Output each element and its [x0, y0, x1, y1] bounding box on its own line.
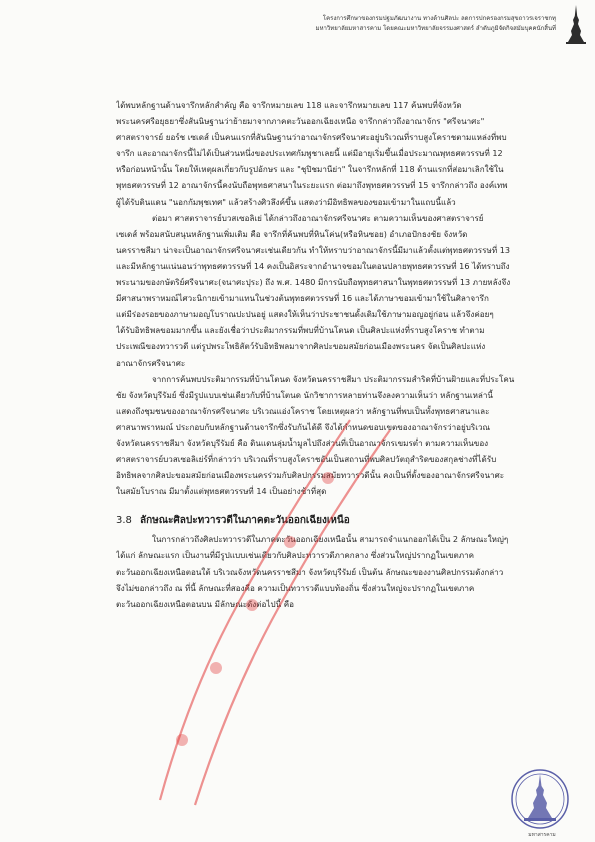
- text-line: พระนามของกษัตริย์ศรีจนาศะ(จนาศะปุระ) ถึง พ.ศ. 1480 มีการนับถือพุทธศาสนาในพุทธศตวรรษที่ 13 ภายหลังจึง: [116, 277, 511, 288]
- text-line: ได้พบหลักฐานด้านจารึกหลักสำคัญ คือ จารึกหมายเลข 118 และจารึกหมายเลข 117 ค้นพบที่จังหวัด: [116, 100, 462, 110]
- header-line-1: โครงการศึกษาของกรมปฐมภัฒนางาน ทางด้านศิลปะ ลดการปกครองกรมสุขถาวรเจราชกทุ: [322, 15, 556, 22]
- emblem-caption: มหาสารคาม: [528, 832, 556, 838]
- text-line: จึงไม่ขอกล่าวถึง ณ ที่นี้ ลักษณะที่สองคือ ความเป็นทวารวดีแบบท้องถิ่น ซึ่งส่วนใหญ่จะปรากฏในเขตภาค: [116, 582, 475, 593]
- body-text: [116, 97, 536, 612]
- text-line: ตะวันออกเฉียงเหนือตอนใต้ บริเวณจังหวัดนครราชสีมา จังหวัดบุรีรัมย์ เป็นต้น ลักษณะของงานศิลปกรรมดังกล่าว: [116, 566, 504, 577]
- text-line: แสดงถึงชุมชนของอาณาจักรศรีจนาศะ บริเวณแอ่งโคราช โดยเหตุผลว่า หลักฐานที่พบเป็นทั้งพุทธศาสนาและ: [116, 405, 490, 416]
- text-line: ในสมัยโบราณ มีมาตั้งแต่พุทธศตวรรษที่ 14 เป็นอย่างช้าที่สุด: [116, 486, 327, 497]
- text-line: จากการค้นพบประติมากรรมที่บ้านโตนด จังหวัดนครราชสีมา ประติมากรรมสำริดที่บ้านฝ้ายและที่ประโคน: [152, 373, 515, 384]
- stupa-emblem-icon: [510, 768, 570, 830]
- text-line: ผู้ได้รับดินแดน "นอกกัมพุชเทศ" แล้วสร้างศิวลึงค์ขึ้น แสดงว่ามีอิทธิพลของขอมเข้ามาในแถบนี้แล้ว: [116, 196, 456, 207]
- section-spacer: [116, 499, 536, 511]
- text-line: เซเดส์ พร้อมสนับสนุนหลักฐานเพิ่มเติม คือ จารึกที่ค้นพบที่หินโค่น(หรือหินซอย) อำเภอปักธงชัย จังหวัด: [116, 228, 468, 239]
- text-line: จารึก และอาณาจักรนี้ไม่ได้เป็นส่วนหนึ่งของประเทศกัมพูชาเลยนี้ แต่มีอายุเริ่มขึ้นเมื่อประมาณพุทธศตวรรษที่ 12: [116, 148, 503, 159]
- text-line: อาณาจักรศรีจนาศะ: [116, 357, 186, 368]
- text-line: ได้แก่ ลักษณะแรก เป็นงานที่มีรูปแบบเช่นเดียวกับศิลปะทวารวดีภาคกลาง ซึ่งส่วนใหญ่ปรากฏในเขตภาค: [116, 550, 475, 561]
- text-line: ศาสตราจารย์ ยอร์ช เซเดส์ เป็นคนแรกที่สันนิษฐานว่าอาณาจักรศรีจนาศะอยู่บริเวณที่ราบสูงโคราชตามแหล่งที่พบ: [116, 132, 507, 143]
- text-line: ศาสตราจารย์บวสเซอลิเย่ร์ที่กล่าวว่า บริเวณที่ราบสูงโคราชอันเป็นสถานที่พบศิลปวัตถุสำริดของสกุลช่างที่ได้รับ: [116, 454, 497, 465]
- text-line: ประเพณีของทวารวดี แต่รูปพระโพธิสัตว์รับอิทธิพลมาจากศิลปะขอมสมัยก่อนเมืองพระนคร จัดเป็นศิลปะแห่ง: [116, 341, 486, 352]
- text-line: ศาสนาพราหมณ์ ประกอบกับหลักฐานด้านจารึกซึ่งรับกันได้ดี จึงได้กำหนดขอบเขตของอาณาจักรว่าอยู่บริเวณ: [116, 421, 491, 432]
- text-line: พระนครศรีอยุธยาซึ่งสันนิษฐานว่าย้ายมาจากภาคตะวันออกเฉียงเหนือ จารึกกล่าวถึงอาณาจักร "ศรีจนาศะ": [116, 116, 485, 127]
- temple-logo-icon: [563, 4, 589, 44]
- section-title: ลักษณะศิลปะทวารวดีในภาคตะวันออกเฉียงเหนือ: [140, 515, 350, 527]
- text-line: และมีหลักฐานแน่นอนว่าพุทธศตวรรษที่ 14 คงเป็นอิสระจากอำนาจขอมในตอนปลายพุทธศตวรรษที่ 16 ได้ทราบถึง: [116, 260, 510, 271]
- text-line: ชัย จังหวัดบุรีรัมย์ ซึ่งมีรูปแบบเช่นเดียวกับที่บ้านโตนด นักวิชาการหลายท่านจึงลงความเห็นว่า หลักฐานเหล่านี้: [116, 389, 493, 400]
- page-header: [270, 14, 556, 34]
- text-line: หรือก่อนหน้านั้น โดยให้เหตุผลเกี่ยวกับรูปอักษร และ "ชุปิชมานีย่า" ในจารึกหลักที่ 118 ด้านแรกที่ส่อมาเลิกใช้ใน: [116, 164, 504, 175]
- text-line: ต่อมา ศาสตราจารย์บวสเซอลิเย่ ได้กล่าวถึงอาณาจักรศรีจนาศะ ตามความเห็นของศาสตราจารย์: [152, 212, 484, 223]
- section-number: 3.8: [116, 515, 132, 527]
- text-line: ในการกล่าวถึงศิลปะทวารวดีในภาคตะวันออกเฉียงเหนือนั้น สามารถจำแนกออกได้เป็น 2 ลักษณะใหญ่ๆ: [152, 534, 509, 545]
- text-line: นครราชสีมา น่าจะเป็นอาณาจักรศรีจนาศะเช่นเดียวกัน ทำให้ทราบว่าอาณาจักรนี้มีมาแล้วตั้งแต่พุทธศตวรรษที่ 13: [116, 244, 511, 255]
- text-line: พุทธศตวรรษที่ 12 อาณาจักรนี้คงนับถือพุทธศาสนาในระยะแรก ต่อมาถึงพุทธศตวรรษที่ 15 จารึกกล่าวถึง องค์เทพ: [116, 180, 508, 191]
- text-line: ได้รับอิทธิพลขอมมากขึ้น และยังเชื่อว่าประติมากรรมที่พบที่บ้านโตนด เป็นศิลปะแห่งที่ราบสูงโคราช ทำตาม: [116, 325, 485, 336]
- text-line: มีศาสนาพราหมณ์ไศวะนิกายเข้ามาแทนในช่วงต้นพุทธศตวรรษที่ 16 และได้ภาษาขอมเข้ามาใช้ในศิลาจารึก: [116, 293, 489, 304]
- section-heading: [116, 511, 536, 531]
- text-line: อิทธิพลจากศิลปะขอมสมัยก่อนเมืองพระนครร่วมกับศิลปกรรมสมัยทวารวดีนั้น คงเป็นที่ตั้งของอาณาจักรศรีจนาศะ: [116, 470, 505, 481]
- header-line-2: มหาวิทยาลัยมหาสารคาม โดยคณะมหาวิทยาลัยจรรมงศาสตร์ ลำดับภูมิจัดกิจสมัมบุคคนักสิ้นที่: [315, 25, 556, 32]
- text-line: ตะวันออกเฉียงเหนือตอนบน มีลักษณะดังต่อไปนี้ คือ: [116, 598, 294, 609]
- text-line: แต่มีร่องรอยของภาษามอญโบราณปะปนอยู่ แสดงให้เห็นว่าประชาชนดั้งเดิมใช้ภาษามอญอยู่ก่อน แล้วจึงค่อยๆ: [116, 309, 494, 320]
- text-line: จังหวัดนครราชสีมา จังหวัดบุรีรัมย์ คือ ดินแดนลุ่มน้ำมูลไปถึงส่วนที่เป็นอาณาจักรเขมรต่ำ ตามความเห็นของ: [116, 437, 489, 448]
